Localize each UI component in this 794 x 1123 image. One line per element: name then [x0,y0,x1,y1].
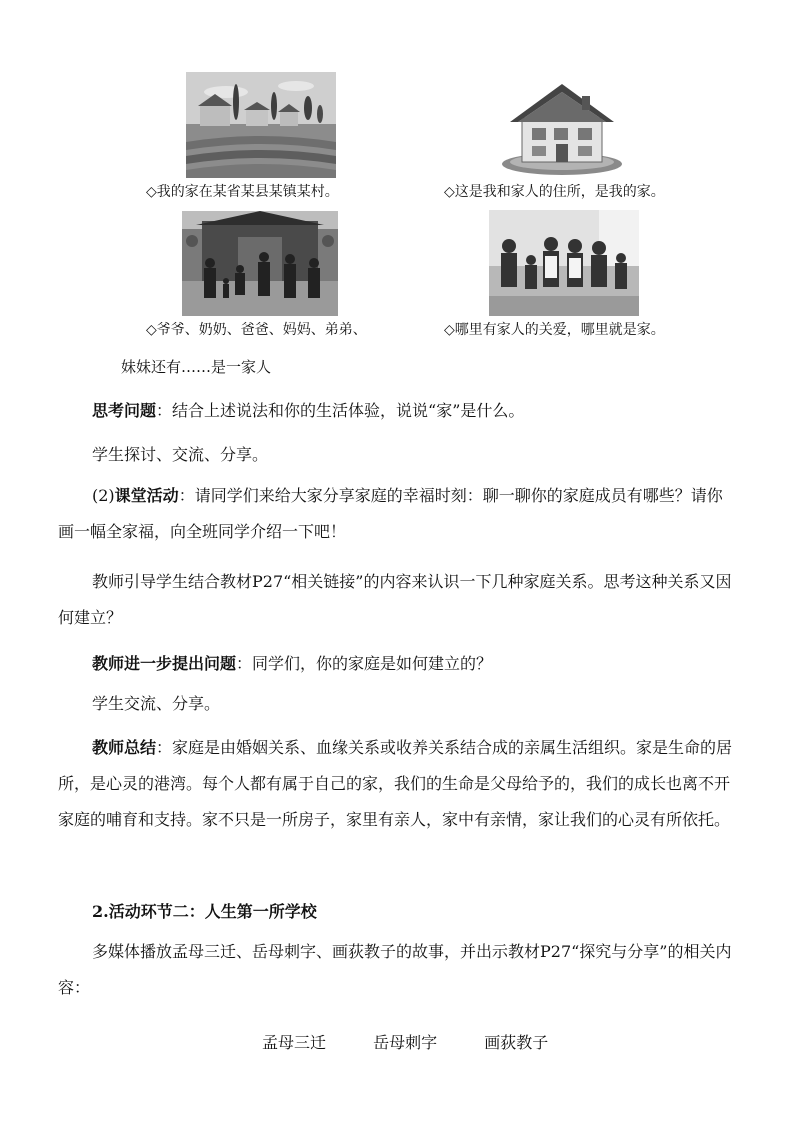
family-sofa-photo [489,210,639,316]
student-share-para [58,686,738,722]
family-caption-line1: ◇爷爷、奶奶、爸爸、妈妈、弟弟、 [146,322,367,338]
class-activity-prefix: (2) [92,486,115,505]
class-activity-label: 课堂活动 [114,486,179,505]
village-caption: ◇我的家在某省某县某镇某村。 [146,184,339,200]
teacher-guide-text: 教师引导学生结合教材P27“相关链接”的内容来认识一下几种家庭关系。思考这种关系又因何建立？ [58,572,732,627]
story-list [262,1030,590,1053]
teacher-ask-label: 教师进一步提出问题 [92,654,237,673]
multimedia-text: 多媒体播放孟母三迁、岳母刺字、画荻教子的故事，并出示教材P27“探究与分享”的相关内容： [58,942,732,997]
multimedia-para [58,934,738,1006]
think-question-label: 思考问题 [92,401,157,420]
story-item: 岳母刺字 [373,1033,438,1052]
student-share-text: 学生交流、分享。 [92,694,221,713]
teacher-guide-para [58,564,738,636]
family-caption-line2: 妹妹还有……是一家人 [121,358,272,376]
teacher-summary-label: 教师总结 [92,738,157,757]
think-question-para [58,393,738,429]
story-item: 孟母三迁 [262,1033,327,1052]
think-question-text: ：结合上述说法和你的生活体验，说说“家”是什么。 [156,401,525,420]
student-discuss-para [58,437,738,473]
story-item: 画荻教子 [484,1033,549,1052]
teacher-ask-text: ：同学们，你的家庭是如何建立的？ [236,654,493,673]
student-discuss-text: 学生探讨、交流、分享。 [92,445,269,464]
house-caption: ◇这是我和家人的住所，是我的家。 [444,184,665,200]
class-activity-para [58,478,738,550]
class-activity-text: ：请同学们来给大家分享家庭的幸福时刻：聊一聊你的家庭成员有哪些？请你画一幅全家福，向全班同学介绍一下吧！ [58,486,723,541]
teacher-summary-para [58,730,738,838]
family-courtyard-photo [182,211,338,316]
teacher-ask-para [58,646,738,682]
section-heading: 2.活动环节二：人生第一所学校 [92,902,317,921]
love-caption: ◇哪里有家人的关爱，哪里就是家。 [444,322,665,338]
village-photo [186,72,336,178]
teacher-summary-text: ：家庭是由婚姻关系、血缘关系或收养关系结合成的亲属生活组织。家是生命的居所，是心灵的港湾。每个人都有属于自己的家，我们的生命是父母给予的，我们的成长也离不开家庭的哺育和支持。家不只是一所房子，家里有亲人，家中有亲情，家让我们的心灵有所依托。 [58,738,733,829]
house-photo [500,78,625,176]
